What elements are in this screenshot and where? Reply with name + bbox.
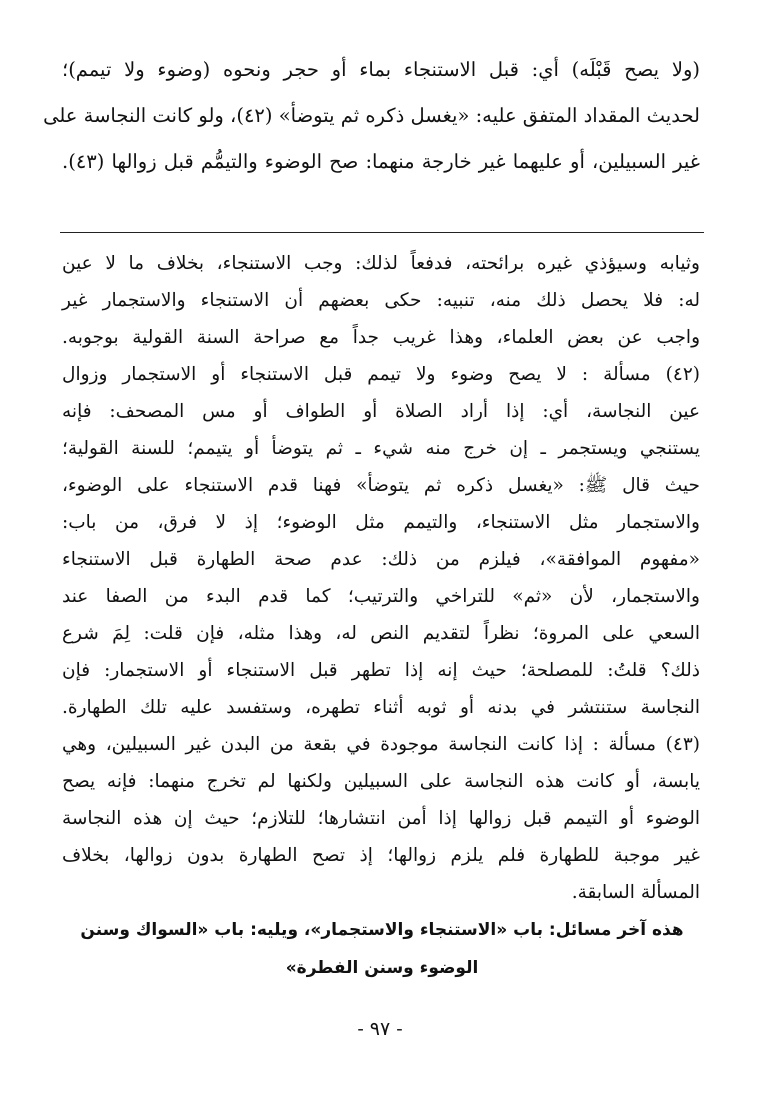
footnote-line: المسألة السابقة.	[571, 882, 700, 903]
main-text-line: لحديث المقداد المتفق عليه: «يغسل ذكره ثم يتوضأ» (٤٢)، ولو كانت النجاسة على	[43, 104, 700, 127]
main-text-line: (ولا يصح قَبْلَه) أي: قبل الاستنجاء بماء أو حجر ونحوه (وضوء ولا تيمم)؛	[62, 58, 700, 81]
footnote-line: حيث قال ﷺ: «يغسل ذكره ثم يتوضأ» فهنا قدم الاستنجاء على الوضوء،	[62, 475, 700, 496]
page-number: - ٩٧ -	[357, 1018, 403, 1040]
footnote-line: غير موجبة للطهارة فلم يلزم زوالها؛ إذ تصح الطهارة بدون زوالها، بخلاف	[62, 845, 700, 866]
footnote-line: يابسة، أو كانت هذه النجاسة على السبيلين ولكنها لم تخرج منهما: فإنه يصح	[62, 771, 700, 792]
footnote-line: النجاسة ستنتشر في بدنه أو ثوبه أثناء تطهره، وستفسد عليه تلك الطهارة.	[62, 697, 700, 718]
footnote-line: عين النجاسة، أي: إذا أراد الصلاة أو الطواف أو مس المصحف: فإنه	[62, 401, 700, 422]
footnote-line: (٤٣) مسألة : إذا كانت النجاسة موجودة في بقعة من البدن غير السبيلين، وهي	[62, 734, 700, 755]
footnote-separator	[60, 232, 704, 233]
footnote-line: يستنجي ويستجمر ـ إن خرج منه شيء ـ ثم يتوضأ أو يتيمم؛ للسنة القولية؛	[62, 438, 700, 459]
chapter-end-note: الوضوء وسنن الفطرة»	[285, 958, 479, 978]
footnote-line: والاستجمار، لأن «ثم» للتراخي والترتيب؛ كما قدم البدء من الصفا عند	[62, 586, 700, 607]
footnote-line: ذلك؟ قلتُ: للمصلحة؛ حيث إنه إذا تطهر قبل الاستنجاء أو الاستجمار: فإن	[62, 660, 700, 681]
footnote-line: واجب عن بعض العلماء، وهذا غريب جداً مع صراحة السنة القولية بوجوبه.	[62, 327, 700, 348]
footnote-line: له: فلا يحصل ذلك منه، تنبيه: حكى بعضهم أن الاستنجاء والاستجمار غير	[62, 290, 700, 311]
footnote-line: «مفهوم الموافقة»، فيلزم من ذلك: عدم صحة الطهارة قبل الاستنجاء	[62, 549, 700, 570]
footnote-line: وثيابه وسيؤذي غيره برائحته، فدفعاً لذلك: وجب الاستنجاء، بخلاف ما لا عين	[62, 253, 700, 274]
main-text-line: غير السبيلين، أو عليهما غير خارجة منهما: صح الوضوء والتيمُّم قبل زوالها (٤٣).	[62, 150, 700, 173]
footnote-line: والاستجمار مثل الاستنجاء، والتيمم مثل الوضوء؛ إذ لا فرق، من باب:	[62, 512, 700, 533]
chapter-end-note: هذه آخر مسائل: باب «الاستنجاء والاستجمار»، ويليه: باب «السواك وسنن	[80, 920, 684, 940]
footnote-line: الوضوء أو التيمم قبل زوالها إذا أمن انتشارها؛ للتلازم؛ حيث إن هذه النجاسة	[62, 808, 700, 829]
footnote-line: (٤٢) مسألة : لا يصح وضوء ولا تيمم قبل الاستنجاء أو الاستجمار وزوال	[62, 364, 700, 385]
footnote-line: السعي على المروة؛ نظراً لتقديم النص له، وهذا مثله، فإن قلت: لِمَ شرع	[62, 623, 700, 644]
